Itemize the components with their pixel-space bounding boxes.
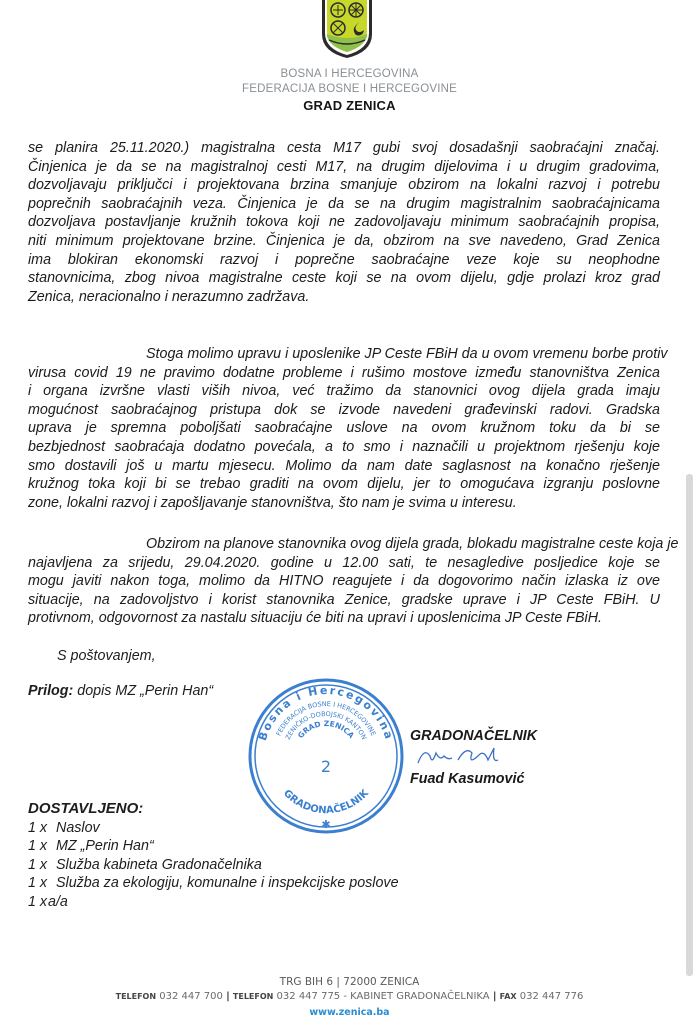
letterhead-country: BOSNA I HERCEGOVINA [280, 68, 419, 80]
paragraph-line: virusa covid 19 ne pravimo dodatne probleme i rušimo mostove između stanovništva Zenica [28, 364, 660, 381]
stamp-bottom-text: GRADONAČELNIK [281, 787, 371, 817]
paragraph-line: situacije, na zadovoljstvo i korist stanovnika Zenice, gradske uprave i JP Ceste FBiH. U [28, 591, 660, 608]
phone-2: 032 447 775 - KABINET GRADONAČELNIKA [276, 991, 490, 1002]
paragraph-line: i organa izvršne vlasti viših nivoa, već tražimo da stanovnici ovog dijela grada imaju [28, 383, 660, 400]
phone-1: 032 447 700 [159, 991, 223, 1002]
paragraph-line: smo dostavili još u martu mjesecu. Molimo da nam date saglasnost na konačno rješenje [28, 457, 660, 474]
paragraph-line: niti minimum projektovane brzine. Činjenica je da, obzirom na sve navedeno, Grad Zenica [28, 232, 660, 249]
stamp-canton: ZENIČKO-DOBOJSKI KANTON [283, 709, 369, 742]
paragraph-line: ima blokiran ekonomski razvoj i poprečne saobraćajne veze koje su neophodne [28, 251, 660, 268]
stamp-outer-text: Bosna i Hercegovina [256, 683, 396, 743]
paragraph-line: Zenica, neracionalno i nerazumno zadržava. [28, 288, 310, 305]
paragraph-line: Obzirom na planove stanovnika ovog dijela grada, blokadu magistralne ceste koja je [146, 536, 679, 552]
phone-label-1: TELEFON [115, 992, 157, 1001]
paragraph-line: uprava je spremna poboljšati saobraćajne uslove na ovom kružnom toku da bi se [28, 420, 660, 437]
footer-separator: | [492, 991, 497, 1002]
paragraph-line: mogućnost saobraćajnog pristupa dok se izvode navedeni građevinski radovi. Gradska [28, 401, 660, 418]
distribution-item: 1 x Služba za ekologiju, komunalne i inspekcijske poslove [28, 875, 399, 892]
closing-salutation: S poštovanjem, [57, 648, 156, 664]
paragraph-line: dozvoljavaju priključci i projektovana brzina smanjuje obzirom na lokalni razvoj i potrebu [28, 177, 660, 194]
paragraph-line: se planira 25.11.2020.) magistralna cesta M17 gubi svoj dosadašnji saobraćajni značaj. [28, 140, 660, 156]
distribution-item: 1 x Naslov [28, 819, 100, 836]
attachment-label: Prilog: [28, 683, 74, 699]
letterhead-city: GRAD ZENICA [303, 98, 396, 113]
phone-label-2: TELEFON [232, 992, 274, 1001]
paragraph-line: zone, lokalni razvoj i zapošljavanje stanovništva, što nam je svima u interesu. [28, 494, 517, 511]
distribution-title: DOSTAVLJENO: [28, 800, 144, 817]
distribution-item: 1 xa/a [28, 893, 68, 910]
paragraph-line: Činjenica je da se na magistralnoj cesti M17, na drugim dijelovima i u drugim gradovima, [28, 158, 660, 175]
fax-label: FAX [499, 992, 517, 1001]
paragraph-2 [28, 345, 668, 512]
stamp-city: GRAD ZENICA [295, 718, 357, 741]
distribution-list [28, 800, 399, 912]
paragraph-line: Stoga molimo upravu i uposlenike JP Ceste FBiH da u ovom vremenu borbe protiv [146, 346, 668, 362]
stamp-star-icon: ✱ [321, 818, 331, 831]
attachment-text: dopis MZ „Perin Han“ [77, 683, 214, 699]
paragraph-line: dozvoljava postavljanje kružnih tokova koji ne zadovoljavaju minimum saobraćajnih propisa, [28, 214, 660, 231]
footer-contacts [0, 991, 699, 1002]
footer-address: TRG BIH 6 | 72000 ZENICA [279, 976, 420, 988]
paragraph-3 [28, 535, 679, 628]
paragraph-line: stanovnicima, zbog nivoa magistralne ceste koji se na ovom dijelu, gdje prolazi kroz grad [28, 270, 660, 287]
letterhead-federation: FEDERACIJA BOSNE I HERCEGOVINE [242, 83, 457, 95]
stamp-federation: FEDERACIJA BOSNE I HERCEGOVINE [274, 699, 378, 738]
paragraph-line: protivnom, odgovornost za nastalu situaciju će biti na upravi i uposlenicima JP Ceste FBiH. [28, 610, 603, 627]
handwritten-signature [414, 745, 504, 769]
attachment-note [28, 683, 213, 699]
paragraph-1 [28, 139, 660, 306]
signatory-name: Fuad Kasumović [410, 771, 525, 787]
stamp-number: 2 [320, 757, 332, 776]
distribution-item: 1 x MZ „Perin Han“ [28, 838, 154, 855]
footer-separator: | [226, 991, 230, 1002]
paragraph-line: najavljena za srijedu, 29.04.2020. godine u 12.00 sati, te nesagledive posljedice koje se [28, 554, 660, 571]
paragraph-line: bezbjednost saobraćaja dodatno povećala, a to smo i naznačili u projektnom rješenju koje [28, 438, 660, 455]
scrollbar-thumb[interactable] [686, 474, 693, 976]
footer-website-link[interactable]: www.zenica.ba [309, 1007, 390, 1018]
zenica-coat-of-arms-icon [316, 0, 378, 58]
paragraph-line: kružnog toka koji bi se trebao graditi na ovom dijelu, jer to omogućava izgranju poslovne [28, 476, 660, 493]
paragraph-line: poprečnih saobraćajnih veza. Činjenica je da se na drugim magistralnim saobraćajnicama [28, 195, 660, 212]
fax: 032 447 776 [519, 991, 584, 1002]
signatory-title: GRADONAČELNIK [410, 728, 538, 744]
paragraph-line: mogu javiti nakon toga, molimo da HITNO reagujete i da dogovorimo način izlaska iz ove [28, 573, 660, 590]
distribution-item: 1 x Služba kabineta Gradonačelnika [28, 856, 262, 873]
